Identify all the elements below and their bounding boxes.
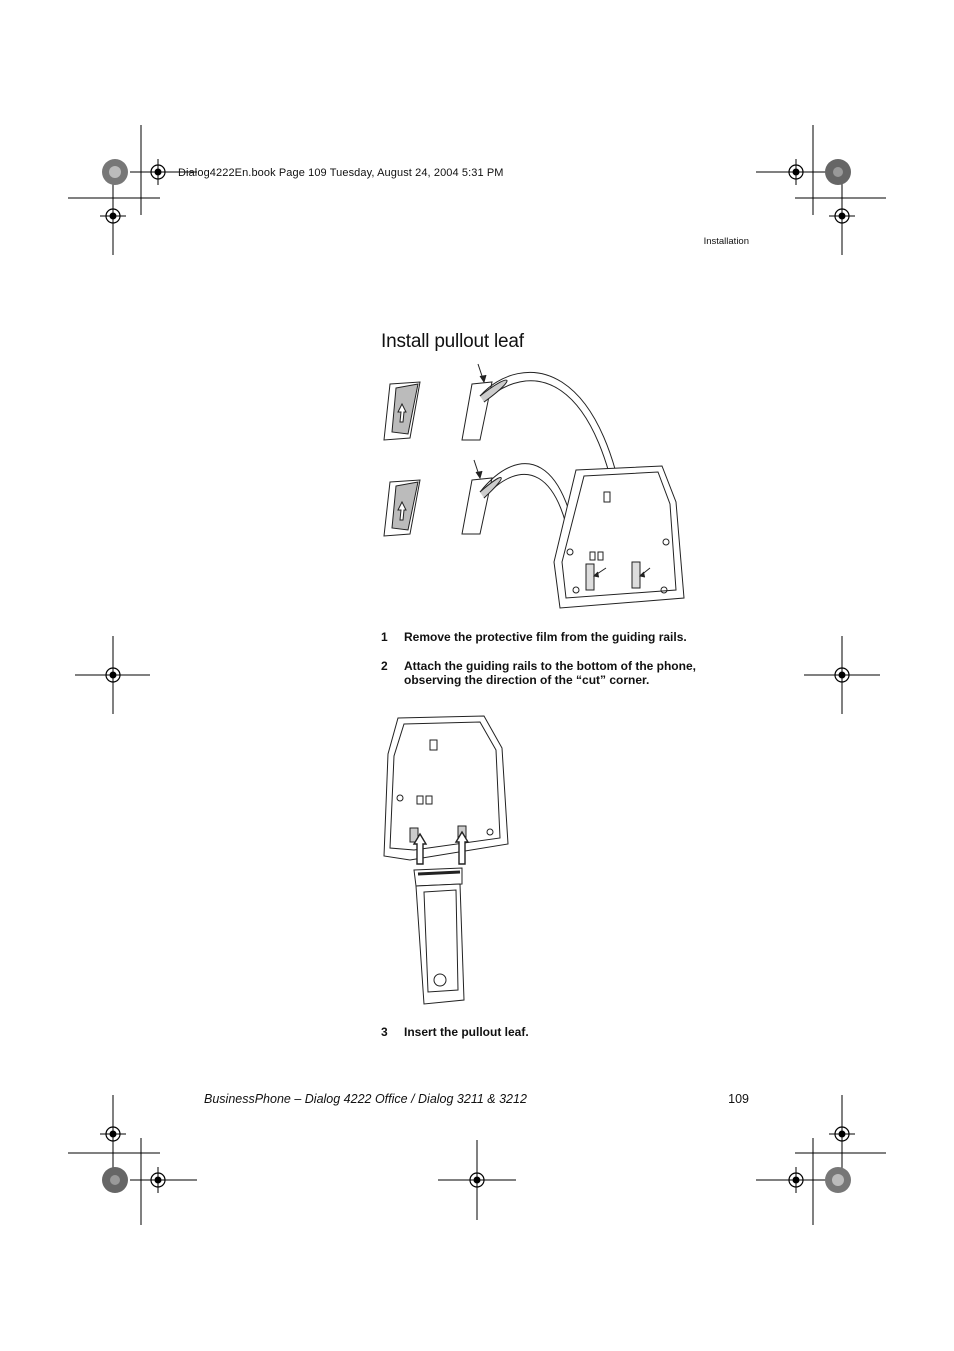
step-2 [381, 659, 751, 689]
step-2-text: Attach the guiding rails to the bottom of the phone, observing the direction of the “cut” corner. [404, 659, 696, 687]
step-2-number: 2 [381, 659, 388, 673]
step-1 [381, 630, 751, 646]
print-header: Dialog4222En.book Page 109 Tuesday, August 24, 2004 5:31 PM [178, 167, 504, 179]
rail-film-removal-illustration [380, 362, 690, 612]
page-number: 109 [728, 1092, 749, 1106]
step-1-number: 1 [381, 630, 388, 644]
running-head: Installation [703, 236, 749, 247]
step-1-text: Remove the protective film from the guiding rails. [404, 630, 687, 644]
step-3-number: 3 [381, 1025, 388, 1039]
step-3 [381, 1025, 751, 1041]
footer-title: BusinessPhone – Dialog 4222 Office / Dialog 3211 & 3212 [204, 1092, 527, 1106]
pullout-leaf-insertion-illustration [380, 714, 520, 1006]
step-3-text: Insert the pullout leaf. [404, 1025, 529, 1039]
page-title: Install pullout leaf [381, 331, 524, 352]
